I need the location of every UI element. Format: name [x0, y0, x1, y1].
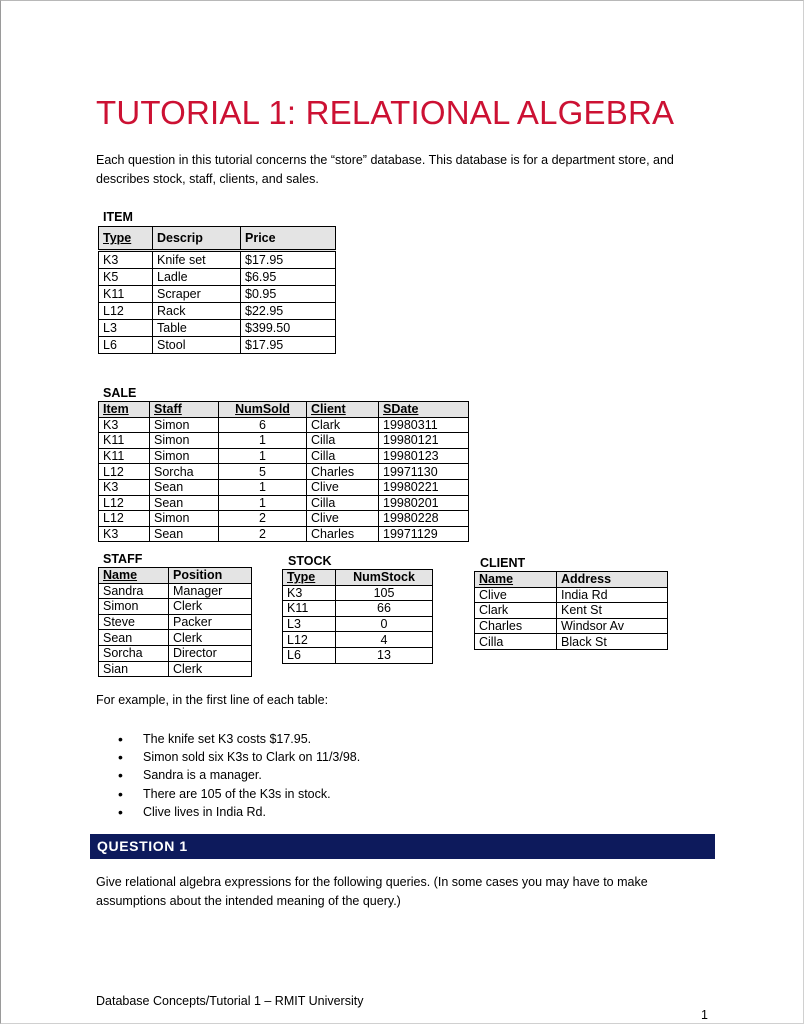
cell: Simon: [99, 599, 169, 615]
cell: 19980123: [379, 448, 469, 464]
cell: K5: [99, 269, 153, 286]
table-row: [99, 583, 252, 599]
table-header-row: [99, 227, 336, 251]
column-header-name: Name: [99, 568, 169, 584]
cell: Charles: [475, 618, 557, 634]
table-row: [99, 495, 469, 511]
intro-paragraph: Each question in this tutorial concerns the “store” database. This database is for a department store, and describes stock, staff, clients, and sales.: [96, 153, 674, 186]
cell: Clive: [307, 511, 379, 527]
cell: Cilla: [307, 433, 379, 449]
cell: L12: [99, 511, 150, 527]
table-row: [99, 337, 336, 354]
page-footer: Database Concepts/Tutorial 1 – RMIT University: [96, 994, 364, 1008]
table-row: [99, 251, 336, 269]
cell: L12: [99, 464, 150, 480]
cell: 1: [219, 479, 307, 495]
cell: India Rd: [557, 587, 668, 603]
cell: Simon: [150, 433, 219, 449]
cell: 0: [336, 616, 433, 632]
cell: 19971129: [379, 526, 469, 542]
cell: 1: [219, 495, 307, 511]
column-header-sdate: SDate: [379, 402, 469, 418]
cell: Clark: [475, 603, 557, 619]
column-header-name: Name: [475, 572, 557, 588]
cell: Sean: [99, 630, 169, 646]
cell: Sian: [99, 661, 169, 677]
cell: L12: [283, 632, 336, 648]
example-lead-text: For example, in the first line of each table:: [96, 693, 329, 707]
cell: Clerk: [169, 630, 252, 646]
cell: L3: [283, 616, 336, 632]
cell: Simon: [150, 511, 219, 527]
cell: 19971130: [379, 464, 469, 480]
table-row: [99, 448, 469, 464]
column-header-type: Type: [283, 570, 336, 586]
cell: K11: [99, 433, 150, 449]
sale-table-label: SALE: [103, 386, 137, 400]
cell: 66: [336, 601, 433, 617]
table-row: [283, 616, 433, 632]
examples-list: [96, 730, 360, 821]
cell: L12: [99, 303, 153, 320]
cell: $0.95: [241, 286, 336, 303]
table-row: [475, 587, 668, 603]
column-header-descrip: Descrip: [153, 227, 241, 251]
cell: Windsor Av: [557, 618, 668, 634]
table-row: [99, 433, 469, 449]
table-row: [99, 303, 336, 320]
sale-table: [98, 401, 469, 542]
column-header-item: Item: [99, 402, 150, 418]
cell: Clerk: [169, 661, 252, 677]
cell: Table: [153, 320, 241, 337]
cell: L3: [99, 320, 153, 337]
table-row: [283, 585, 433, 601]
cell: 19980228: [379, 511, 469, 527]
cell: Charles: [307, 526, 379, 542]
cell: Packer: [169, 614, 252, 630]
column-header-numstock: NumStock: [336, 570, 433, 586]
table-row: [283, 601, 433, 617]
table-row: [283, 632, 433, 648]
cell: Simon: [150, 417, 219, 433]
cell: 4: [336, 632, 433, 648]
table-row: [99, 614, 252, 630]
cell: 105: [336, 585, 433, 601]
cell: $6.95: [241, 269, 336, 286]
cell: 19980121: [379, 433, 469, 449]
cell: Sandra: [99, 583, 169, 599]
cell: Cilla: [475, 634, 557, 650]
cell: 19980311: [379, 417, 469, 433]
cell: Sean: [150, 526, 219, 542]
cell: Sean: [150, 495, 219, 511]
table-row: [99, 320, 336, 337]
cell: Manager: [169, 583, 252, 599]
cell: Clive: [307, 479, 379, 495]
cell: Cilla: [307, 448, 379, 464]
list-item: • There are 105 of the K3s in stock.: [96, 785, 360, 803]
table-row: [99, 661, 252, 677]
column-header-numsold: NumSold: [219, 402, 307, 418]
cell: L6: [99, 337, 153, 354]
cell: $22.95: [241, 303, 336, 320]
table-row: [475, 603, 668, 619]
cell: Rack: [153, 303, 241, 320]
cell: K3: [283, 585, 336, 601]
item-table-label: ITEM: [103, 210, 133, 224]
cell: 13: [336, 647, 433, 663]
table-header-row: [99, 402, 469, 418]
cell: L6: [283, 647, 336, 663]
cell: K11: [283, 601, 336, 617]
cell: Sean: [150, 479, 219, 495]
table-row: [99, 645, 252, 661]
table-header-row: [283, 570, 433, 586]
cell: 2: [219, 526, 307, 542]
cell: L12: [99, 495, 150, 511]
list-item: • Clive lives in India Rd.: [96, 803, 360, 821]
cell: 1: [219, 448, 307, 464]
cell: K11: [99, 286, 153, 303]
cell: Sorcha: [150, 464, 219, 480]
cell: K3: [99, 479, 150, 495]
cell: Clark: [307, 417, 379, 433]
table-row: [99, 479, 469, 495]
cell: $17.95: [241, 337, 336, 354]
column-header-position: Position: [169, 568, 252, 584]
cell: Black St: [557, 634, 668, 650]
table-row: [99, 511, 469, 527]
list-item: • Simon sold six K3s to Clark on 11/3/98.: [96, 748, 360, 766]
table-row: [99, 526, 469, 542]
cell: Charles: [307, 464, 379, 480]
cell: K3: [99, 417, 150, 433]
table-row: [99, 599, 252, 615]
cell: Sorcha: [99, 645, 169, 661]
table-row: [99, 417, 469, 433]
list-item: • The knife set K3 costs $17.95.: [96, 730, 360, 748]
cell: Cilla: [307, 495, 379, 511]
cell: K11: [99, 448, 150, 464]
table-row: [99, 286, 336, 303]
cell: 6: [219, 417, 307, 433]
column-header-type: Type: [99, 227, 153, 251]
client-table-label: CLIENT: [480, 556, 526, 570]
column-header-client: Client: [307, 402, 379, 418]
question-text: Give relational algebra expressions for the following queries. (In some cases you may have to make assumptions about the intended meaning of the query.): [96, 875, 648, 908]
cell: Knife set: [153, 251, 241, 269]
cell: K3: [99, 526, 150, 542]
cell: 1: [219, 433, 307, 449]
cell: Ladle: [153, 269, 241, 286]
staff-table-label: STAFF: [103, 552, 143, 566]
cell: 5: [219, 464, 307, 480]
cell: Clive: [475, 587, 557, 603]
column-header-address: Address: [557, 572, 668, 588]
question-heading-bar: QUESTION 1: [90, 834, 715, 859]
stock-table: [282, 569, 433, 664]
table-header-row: [475, 572, 668, 588]
cell: Clerk: [169, 599, 252, 615]
cell: Simon: [150, 448, 219, 464]
cell: Scraper: [153, 286, 241, 303]
column-header-staff: Staff: [150, 402, 219, 418]
table-row: [283, 647, 433, 663]
column-header-price: Price: [241, 227, 336, 251]
cell: 2: [219, 511, 307, 527]
cell: Steve: [99, 614, 169, 630]
page-title: TUTORIAL 1: RELATIONAL ALGEBRA: [96, 94, 675, 131]
cell: Kent St: [557, 603, 668, 619]
cell: Stool: [153, 337, 241, 354]
table-row: [99, 630, 252, 646]
table-row: [99, 464, 469, 480]
list-item: • Sandra is a manager.: [96, 766, 360, 784]
item-table: [98, 226, 336, 354]
staff-table: [98, 567, 252, 677]
cell: 19980221: [379, 479, 469, 495]
client-table: [474, 571, 668, 650]
cell: 19980201: [379, 495, 469, 511]
cell: $17.95: [241, 251, 336, 269]
cell: K3: [99, 251, 153, 269]
page-number: 1: [701, 1008, 708, 1022]
table-row: [475, 618, 668, 634]
stock-table-label: STOCK: [288, 554, 332, 568]
table-row: [475, 634, 668, 650]
cell: $399.50: [241, 320, 336, 337]
cell: Director: [169, 645, 252, 661]
table-header-row: [99, 568, 252, 584]
table-row: [99, 269, 336, 286]
